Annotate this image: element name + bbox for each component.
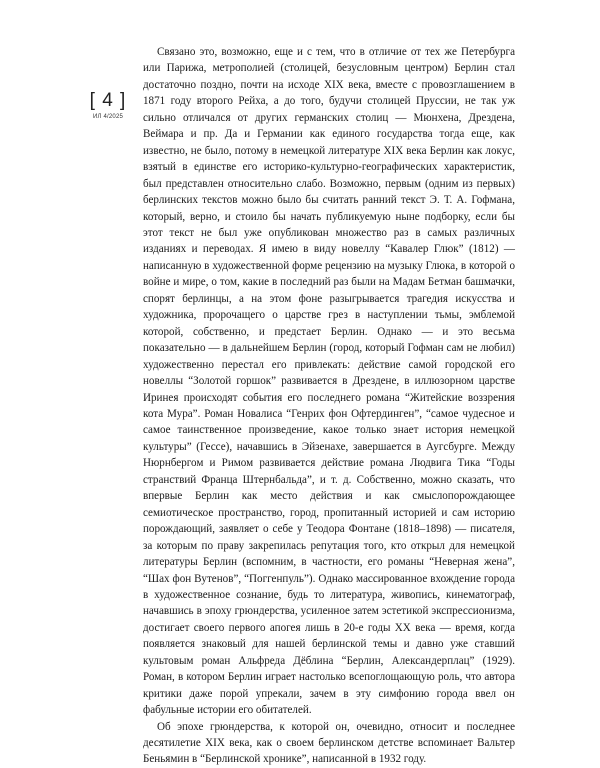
journal-issue: ИЛ 4/2025 xyxy=(92,114,124,120)
page-marker xyxy=(86,90,130,120)
paragraph: Об эпохе грюндерства, к которой он, очевидно, относит и последнее десятилетие XIX века, как о своем берлинском детстве вспоминает Вальтер Беньямин в “Берлинской хронике”, написанной в 1932 году. xyxy=(143,720,515,766)
article-body xyxy=(143,44,515,768)
page-number: [ 4 ] xyxy=(89,90,127,111)
paragraph: Связано это, возможно, еще и с тем, что в отличие от тех же Петербурга или Парижа, метрополией (столицей, безусловным центром) Берлин стал достаточно поздно, почти на исходе XIX века, вместе с провозглашением в 1871 году второго Рейха, а до того, будучи столицей Пруссии, не так уж сильно отличался от других германских столиц — Мюнхена, Дрездена, Веймара и пр. Да и Германии как единого государства тогда еще, как известно, не было, потому в немецкой литературе XIX века Берлин как локус, взятый в единстве его историко-культурно-географических характеристик, был представлен относительно слабо. Возможно, первым (одним из первых) берлинских текстов можно было бы считать ранний текст Э. Т. А. Гофмана, который, верно, и стоило бы начать публикуемую ныне подборку, если бы этот текст не был уже опубликован множество раз в самых различных изданиях и переводах. Я имею в виду новеллу “Кавалер Глюк” (1812) — написанную в художественной форме рецензию на музыку Глюка, в которой о войне и мире, о том, какие в последний раз были на Мадам Бетман башмачки, спорят берлинцы, а на этом фоне разыгрывается трагедия искусства и художника, пророчащего о царстве грез в наступлении тьмы, эмблемой которой, собственно, и предстает Берлин. Однако — и это весьма показательно — в дальнейшем Берлин (город, который Гофман сам не любил) художественно перестал его привлекать: действие самой городской его новеллы “Золотой горшок” развивается в Дрездене, в иллюзорном царстве Иринея происходят события его последнего романа “Житейские воззрения кота Мура”. Роман Новалиса “Генрих фон Офтердинген”, “самое чудесное и самое таинственное произведение, какое только знает история немецкой культуры” (Гессе), начавшись в Эйзенахе, завершается в Аугсбурге. Между Нюрнбергом и Римом развивается действие романа Людвига Тика “Годы странствий Франца Штернбальда”, и т. д. Собственно, можно сказать, что впервые Берлин как место действия и как смыслопорождающее семиотическое пространство, город, пропитанный историей и сам историю порождающий, заявляет о себе у Теодора Фонтане (1818–1898) — писателя, за которым по праву закрепилась репутация того, кто открыл для немецкой литературы Берлин (вспомним, в частности, его романы “Неверная жена”, “Шах фон Вутенов”, “Поггенпуль”). Однако массированное вхождение города в художественное сознание, будь то литература, живопись, кинематограф, начавшись в эпоху грюндерства, усиленное затем эстетикой экспрессионизма, достигает своего первого апогея лишь в 20-е годы XX века — время, когда появляется знаковый для нашей берлинской темы и давно уже ставший культовым роман Альфреда Дёблина “Берлин, Александерплац” (1929). Роман, в котором Берлин играет настолько всепоглощающую роль, что автора критики даже порой упрекали, зачем в эту симфонию города ввел он фабульные истории его обитателей. xyxy=(143,46,515,717)
